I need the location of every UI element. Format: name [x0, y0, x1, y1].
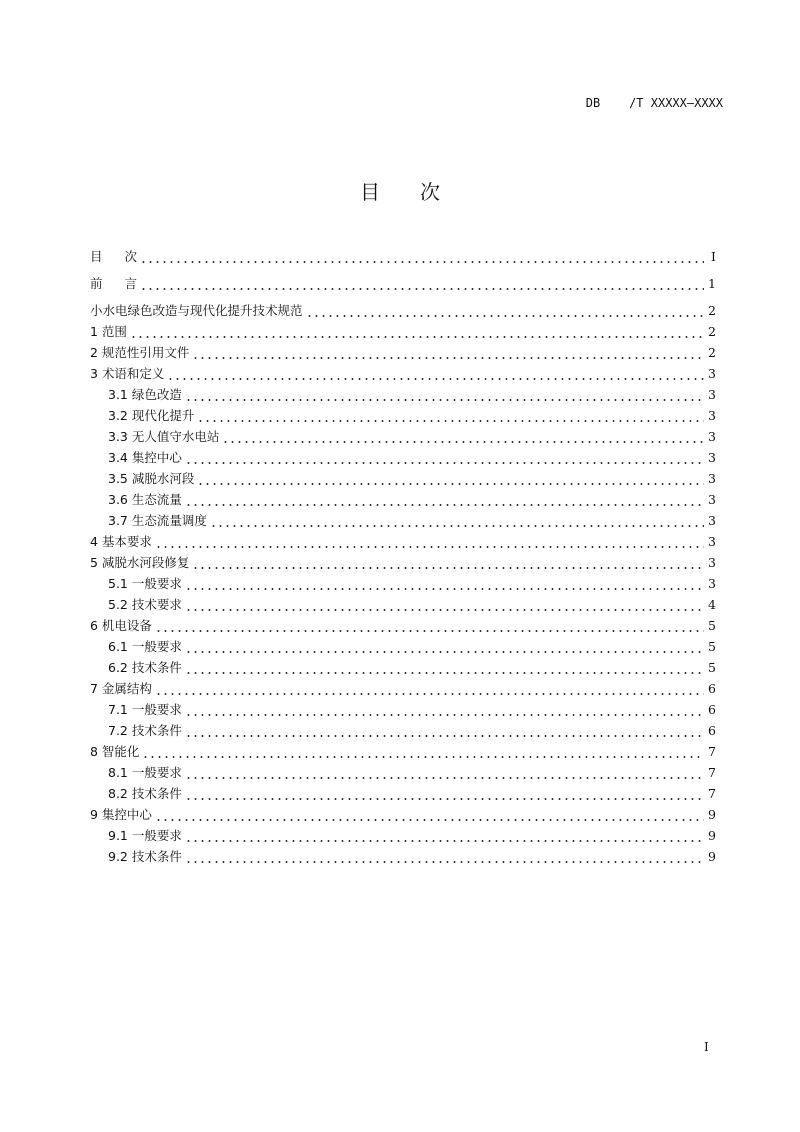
toc-entry[interactable]: [90, 363, 716, 384]
dot-leader: [185, 384, 704, 405]
dot-leader: [185, 825, 704, 846]
toc-entry[interactable]: [90, 783, 716, 804]
toc-entry-label: 小水电绿色改造与现代化提升技术规范: [90, 303, 303, 318]
label-part: 前: [90, 276, 103, 291]
toc-entry[interactable]: [90, 825, 716, 846]
dot-leader: [210, 510, 704, 531]
toc-entry-page: 3: [708, 408, 716, 423]
page-number: I: [704, 1040, 709, 1054]
toc-entry[interactable]: [90, 552, 716, 573]
toc-entry[interactable]: [90, 510, 716, 531]
dot-leader: [130, 321, 704, 342]
toc-entry[interactable]: [90, 342, 716, 363]
toc-entry-page: 4: [708, 597, 716, 612]
dot-leader: [140, 246, 704, 267]
toc-entry[interactable]: [90, 489, 716, 510]
dot-leader: [197, 405, 704, 426]
toc-entry-label: 6.2 技术条件: [108, 660, 182, 675]
toc-entry-page: 6: [708, 723, 716, 738]
toc-entry[interactable]: [90, 405, 716, 426]
toc-entry-page: 1: [708, 276, 716, 291]
toc-entry-label: 5.1 一般要求: [108, 576, 182, 591]
toc-entry[interactable]: [90, 720, 716, 741]
toc-entry-page: 6: [708, 702, 716, 717]
toc-entry-label: 8 智能化: [90, 744, 140, 759]
toc-entry-label: 6.1 一般要求: [108, 639, 182, 654]
toc-entry-label: [90, 246, 140, 267]
dot-leader: [185, 636, 704, 657]
dot-leader: [185, 783, 704, 804]
toc-entry[interactable]: [90, 804, 716, 825]
dot-leader: [155, 678, 704, 699]
toc-entry[interactable]: [90, 657, 716, 678]
toc-entry-label: 3.7 生态流量调度: [108, 513, 207, 528]
toc-entry-label: 5.2 技术要求: [108, 597, 182, 612]
toc-entry-page: 5: [708, 618, 716, 633]
dot-leader: [306, 300, 704, 321]
toc-entry-label: 3.1 绿色改造: [108, 387, 182, 402]
toc-entry-label: 7 金属结构: [90, 681, 152, 696]
toc-entry-label: 3.6 生态流量: [108, 492, 182, 507]
toc-entry-page: 7: [708, 765, 716, 780]
dot-leader: [185, 699, 704, 720]
toc-entry[interactable]: [90, 636, 716, 657]
dot-leader: [185, 489, 704, 510]
toc-entry-label: 8.1 一般要求: [108, 765, 182, 780]
dot-leader: [185, 573, 704, 594]
toc-entry[interactable]: [90, 426, 716, 447]
dot-leader: [185, 594, 704, 615]
toc-entry-label: 3.3 无人值守水电站: [108, 429, 220, 444]
dot-leader: [192, 552, 704, 573]
toc-entry-label: 3.2 现代化提升: [108, 408, 195, 423]
toc-entry[interactable]: [90, 468, 716, 489]
toc-entry-page: 3: [708, 450, 716, 465]
toc-entry-page: 5: [708, 660, 716, 675]
label-part: 目: [90, 249, 103, 264]
toc-entry-page: 9: [708, 828, 716, 843]
toc-entry[interactable]: [90, 321, 716, 342]
toc-entry[interactable]: [90, 762, 716, 783]
toc-entry-page: 3: [708, 366, 716, 381]
dot-leader: [155, 804, 704, 825]
toc-entry-page: 2: [708, 345, 716, 360]
dot-leader: [185, 447, 704, 468]
toc-entry[interactable]: [90, 267, 716, 294]
toc-entry[interactable]: [90, 615, 716, 636]
toc-entry-page: 3: [708, 555, 716, 570]
toc-entry-label: 7.1 一般要求: [108, 702, 182, 717]
dot-leader: [185, 762, 704, 783]
page-title: [0, 176, 800, 205]
toc-entry-page: 3: [708, 429, 716, 444]
toc-entry-page: 2: [708, 324, 716, 339]
toc-entry[interactable]: [90, 741, 716, 762]
toc-entry-label: 7.2 技术条件: [108, 723, 182, 738]
toc-entry-label: 5 减脱水河段修复: [90, 555, 190, 570]
dot-leader: [140, 273, 704, 294]
toc-entry-page: I: [711, 249, 716, 264]
toc-entry-page: 3: [708, 576, 716, 591]
toc-entry-page: 3: [708, 471, 716, 486]
toc-entry-page: 5: [708, 639, 716, 654]
toc-entry-page: 3: [708, 534, 716, 549]
toc-entry-label: 6 机电设备: [90, 618, 152, 633]
toc-entry[interactable]: [90, 573, 716, 594]
document-code-header: DB /T XXXXX—XXXX: [585, 96, 723, 110]
toc-entry-label: [90, 273, 140, 294]
dot-leader: [167, 363, 704, 384]
dot-leader: [222, 426, 704, 447]
toc-entry-page: 9: [708, 849, 716, 864]
toc-entry-page: 3: [708, 513, 716, 528]
toc-entry-label: 2 规范性引用文件: [90, 345, 190, 360]
dot-leader: [185, 657, 704, 678]
toc-entry-page: 6: [708, 681, 716, 696]
toc-entry-label: 9.1 一般要求: [108, 828, 182, 843]
toc-entry-page: 7: [708, 744, 716, 759]
toc-entry-label: 1 范围: [90, 324, 127, 339]
toc-entry-page: 3: [708, 387, 716, 402]
toc-entry-label: 8.2 技术条件: [108, 786, 182, 801]
toc-entry[interactable]: [90, 678, 716, 699]
dot-leader: [155, 615, 704, 636]
toc-entry-page: 9: [708, 807, 716, 822]
dot-leader: [155, 531, 704, 552]
toc-entry[interactable]: [90, 294, 716, 321]
toc-entry[interactable]: [90, 594, 716, 615]
dot-leader: [185, 720, 704, 741]
toc-entry-page: 2: [708, 303, 716, 318]
toc-entry-page: 7: [708, 786, 716, 801]
title-char: 次: [420, 180, 440, 204]
toc-entry-label: 3.4 集控中心: [108, 450, 182, 465]
toc-entry[interactable]: [90, 531, 716, 552]
label-part: 言: [124, 276, 138, 291]
toc-entry[interactable]: [90, 384, 716, 405]
toc-entry[interactable]: [90, 699, 716, 720]
toc-entry[interactable]: [90, 240, 716, 267]
toc-entry-label: 9 集控中心: [90, 807, 152, 822]
toc-entry[interactable]: [90, 846, 716, 867]
toc-entry-page: 3: [708, 492, 716, 507]
toc-entry[interactable]: [90, 447, 716, 468]
title-char: 目: [360, 180, 380, 204]
dot-leader: [185, 846, 704, 867]
dot-leader: [142, 741, 704, 762]
dot-leader: [197, 468, 704, 489]
toc-entry-label: 3 术语和定义: [90, 366, 165, 381]
toc-entry-label: 3.5 减脱水河段: [108, 471, 195, 486]
table-of-contents: [90, 240, 716, 867]
toc-entry-label: 9.2 技术条件: [108, 849, 182, 864]
label-part: 次: [124, 249, 138, 264]
dot-leader: [192, 342, 704, 363]
toc-entry-label: 4 基本要求: [90, 534, 152, 549]
